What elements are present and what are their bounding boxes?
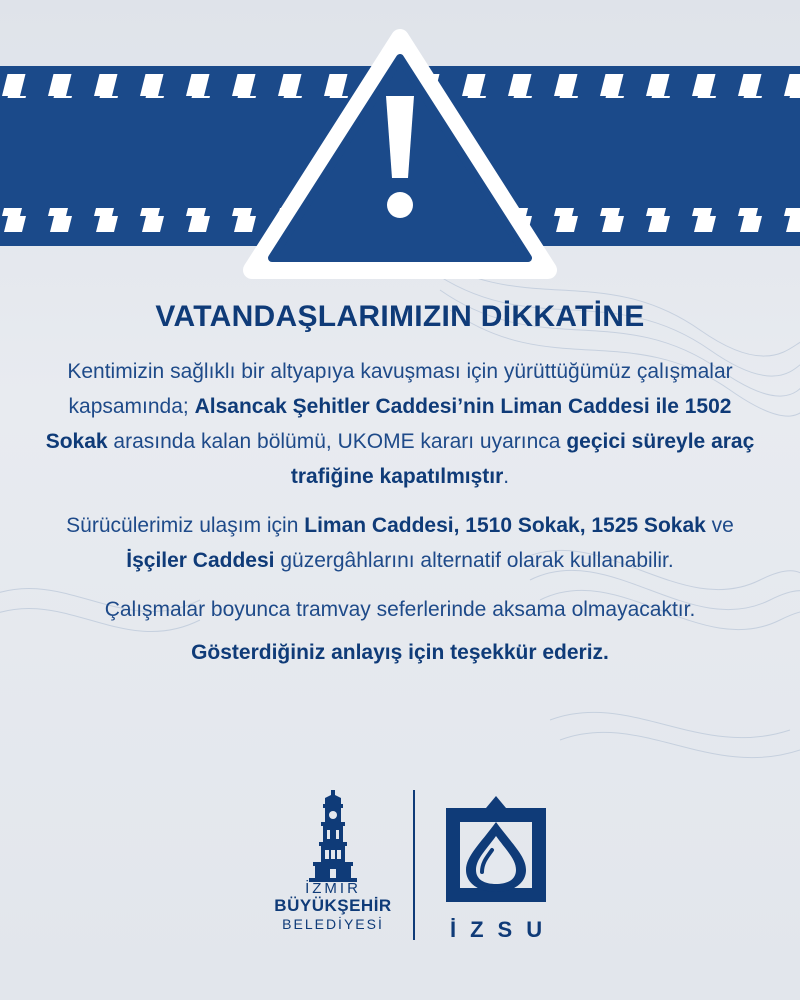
notice-paragraph-tram: Çalışmalar boyunca tramvay seferlerinde aksama olmayacaktır.: [104, 598, 696, 621]
notice-content: [40, 300, 760, 665]
logo-footer: [0, 780, 800, 950]
paragraph-text: arasında kalan bölümü, UKOME kararı uyarınca: [107, 430, 567, 453]
clock-tower-icon: [303, 790, 363, 882]
paragraph-text: Kentimizin sağlıklı bir altyapıya kavuşması için yürüttüğümüz çalışmalar kapsamında;: [67, 360, 733, 418]
notice-paragraph-closure: [40, 354, 760, 494]
paragraph-text: ve: [705, 514, 734, 537]
paragraph-bold-text: Liman Caddesi, 1510 Sokak, 1525 Sokak: [304, 514, 706, 537]
paragraph-bold-text: İşçiler Caddesi: [126, 549, 275, 572]
notice-paragraph-alternative-routes: [40, 508, 760, 578]
paragraph-text: güzergâhlarını alternatif olarak kullanabilir.: [274, 549, 674, 572]
izsu-logo: [440, 792, 557, 942]
izmir-logo-line1: İZMİR: [305, 880, 361, 897]
logo-divider: [413, 790, 415, 940]
izsu-logo-text: İZSU: [450, 917, 557, 942]
paragraph-bold-text: Alsancak Şehitler Caddesi’nin Liman Caddesi ile 1502 Sokak: [45, 395, 732, 453]
izmir-logo-line3: BELEDİYESİ: [282, 916, 384, 932]
paragraph-text: .: [503, 465, 510, 488]
izmir-municipality-logo: [268, 790, 398, 950]
paragraph-bold-text: geçici süreyle araç trafiğine kapatılmıştır: [290, 430, 755, 488]
water-drop-icon: [442, 792, 550, 904]
izmir-logo-line2: BÜYÜKŞEHİR: [274, 896, 392, 915]
hazard-stripe-banner: [0, 0, 800, 290]
notice-headline: VATANDAŞLARIMIZIN DİKKATİNE: [155, 300, 645, 333]
notice-thanks: Gösterdiğiniz anlayış için teşekkür ederiz.: [191, 641, 609, 664]
paragraph-text: Sürücülerimiz ulaşım için: [66, 514, 305, 537]
